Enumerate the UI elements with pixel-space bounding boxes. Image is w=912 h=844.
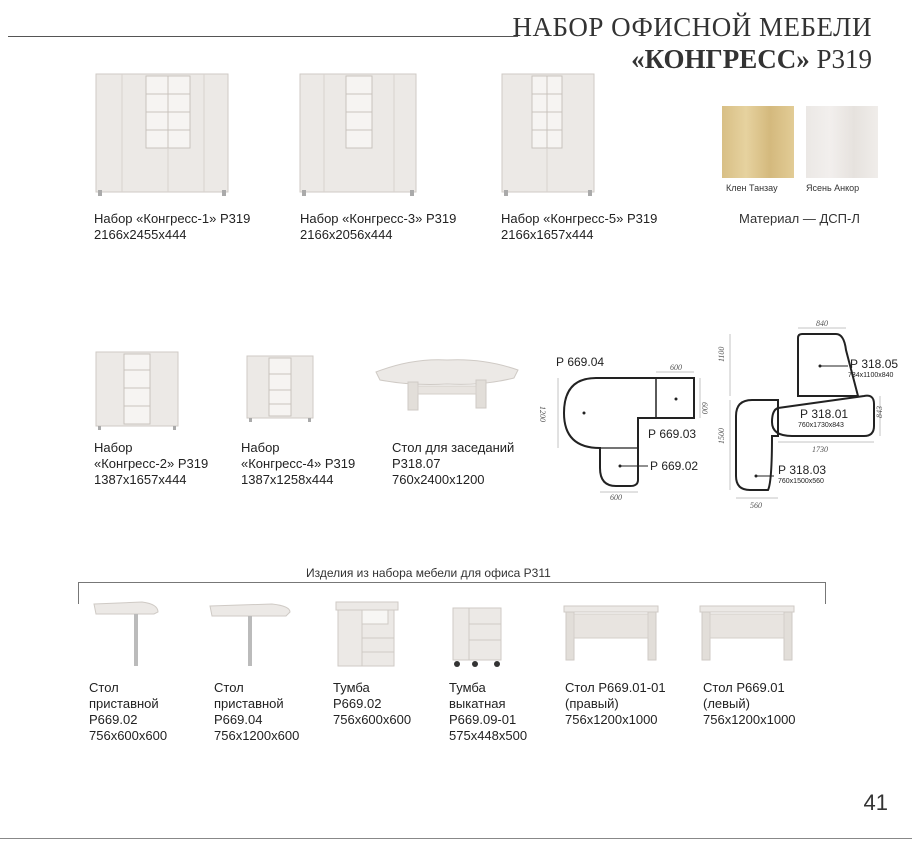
set-1-size: 2166х2455х444 [94, 227, 187, 242]
set-4-image [245, 354, 315, 424]
set-5-caption [501, 211, 657, 243]
set-2-size: 1387х1657х444 [94, 472, 187, 487]
p311-bracket-left [78, 582, 79, 604]
set-3-size: 2166х2056х444 [300, 227, 393, 242]
diagram-left-dim-right: 600 [700, 402, 709, 414]
diagram-right-label-bot: Р 318.03 [778, 463, 827, 477]
p311-item-6-l1: Стол Р669.01 [703, 680, 785, 695]
layout-diagram-right [716, 314, 908, 514]
conference-table-line1: Стол для заседаний [392, 440, 515, 455]
p311-item-2-image [208, 600, 292, 670]
p311-item-1-l3: Р669.02 [89, 712, 138, 727]
p311-item-2-caption [214, 680, 299, 744]
p311-item-4-size: 575х448х500 [449, 728, 528, 743]
p311-item-4-image [449, 606, 505, 668]
p311-item-1-size: 756х600х600 [89, 728, 168, 743]
set-4-caption [241, 440, 355, 488]
p311-item-6-image [698, 604, 796, 662]
p311-item-2-l1: Стол [214, 680, 244, 695]
diagram-right-dim-left-mid: 1500 [717, 428, 726, 444]
diagram-left-label-right: Р 669.03 [648, 427, 697, 441]
set-4-line2: «Конгресс-4» Р319 [241, 456, 356, 471]
set-2-line2: «Конгресс-2» Р319 [94, 456, 209, 471]
set-5-image [500, 72, 596, 198]
diagram-right-label-mid: Р 318.01 [800, 407, 849, 421]
diagram-left-dim-left: 1200 [538, 406, 547, 422]
page-title: НАБОР ОФИСНОЙ МЕБЕЛИ [512, 12, 872, 42]
page-subtitle [631, 44, 872, 75]
p311-item-4-caption [449, 680, 527, 744]
p311-item-2-l2: приставной [214, 696, 284, 711]
diagram-right-dim-top: 840 [816, 319, 828, 328]
diagram-left-dim-bottom: 600 [610, 493, 622, 502]
diagram-right-dim-right: 843 [875, 406, 884, 418]
p311-item-5-caption [565, 680, 666, 728]
p311-bracket-right [825, 582, 826, 604]
p311-item-4-l3: Р669.09-01 [449, 712, 517, 727]
p311-item-1-caption [89, 680, 167, 744]
p311-item-1-image [92, 598, 162, 670]
conference-table-caption [392, 440, 514, 488]
header-rule [8, 36, 518, 37]
layout-diagram-left [540, 350, 710, 510]
set-4-line1: Набор [241, 440, 280, 455]
diagram-right-dim-mid: 1730 [812, 445, 828, 454]
swatch-1-label: Клен Танзау [726, 183, 778, 193]
p311-item-1-l1: Стол [89, 680, 119, 695]
conference-table-line2: Р318.07 [392, 456, 441, 471]
p311-section-label: Изделия из набора мебели для офиса Р311 [306, 566, 551, 580]
set-1-image [94, 72, 230, 198]
diagram-left-label-main: Р 669.04 [556, 355, 605, 369]
p311-item-1-l2: приставной [89, 696, 159, 711]
material-note: Материал — ДСП-Л [739, 211, 860, 226]
set-1-name: Набор «Конгресс-1» Р319 [94, 211, 251, 226]
p311-item-2-l3: Р669.04 [214, 712, 263, 727]
swatch-2-label: Ясень Анкор [806, 183, 860, 193]
diagram-right-dim-left-top: 1100 [717, 346, 726, 362]
p311-item-5-l2: (правый) [565, 696, 619, 711]
p311-bracket-top [78, 582, 826, 583]
page-number: 41 [863, 790, 888, 815]
diagram-right-size-bot: 760х1500х560 [778, 478, 824, 485]
set-5-size: 2166х1657х444 [501, 227, 594, 242]
series-code: Р319 [809, 44, 872, 74]
footer-rule [0, 838, 912, 839]
p311-item-3-caption [333, 680, 411, 728]
diagram-right-label-top: Р 318.05 [850, 357, 899, 371]
set-5-name: Набор «Конгресс-5» Р319 [501, 211, 658, 226]
p311-item-3-size: 756х600х600 [333, 712, 412, 727]
conference-table-image [372, 356, 522, 412]
p311-item-5-image [562, 604, 660, 662]
p311-item-5-size: 756х1200х1000 [565, 712, 658, 727]
set-2-line1: Набор [94, 440, 133, 455]
diagram-left-label-bottom: Р 669.02 [650, 459, 699, 473]
set-2-image [94, 350, 180, 432]
p311-item-2-size: 756х1200х600 [214, 728, 300, 743]
diagram-right-size-mid: 760х1730х843 [798, 422, 844, 429]
set-3-caption [300, 211, 456, 243]
diagram-right-size-top: 734х1100х840 [848, 372, 894, 379]
set-4-size: 1387х1258х444 [241, 472, 334, 487]
p311-item-3-l1: Тумба [333, 680, 370, 695]
p311-item-4-l2: выкатная [449, 696, 506, 711]
p311-item-6-caption [703, 680, 796, 728]
p311-item-3-l2: Р669.02 [333, 696, 382, 711]
diagram-left-dim-top: 600 [670, 363, 682, 372]
conference-table-size: 760х2400х1200 [392, 472, 485, 487]
p311-item-6-l2: (левый) [703, 696, 750, 711]
set-2-caption [94, 440, 208, 488]
p311-item-4-l1: Тумба [449, 680, 486, 695]
diagram-right-dim-bottom: 560 [750, 501, 762, 510]
series-name: «КОНГРЕСС» [631, 44, 810, 74]
swatch-klen-tanzau [722, 106, 794, 178]
p311-item-5-l1: Стол Р669.01-01 [565, 680, 666, 695]
set-1-caption [94, 211, 250, 243]
set-3-name: Набор «Конгресс-3» Р319 [300, 211, 457, 226]
diagram-right-top-shape [798, 334, 858, 396]
p311-item-6-size: 756х1200х1000 [703, 712, 796, 727]
swatch-yasen-ankor [806, 106, 878, 178]
p311-item-3-image [334, 600, 400, 670]
set-3-image [298, 72, 418, 198]
